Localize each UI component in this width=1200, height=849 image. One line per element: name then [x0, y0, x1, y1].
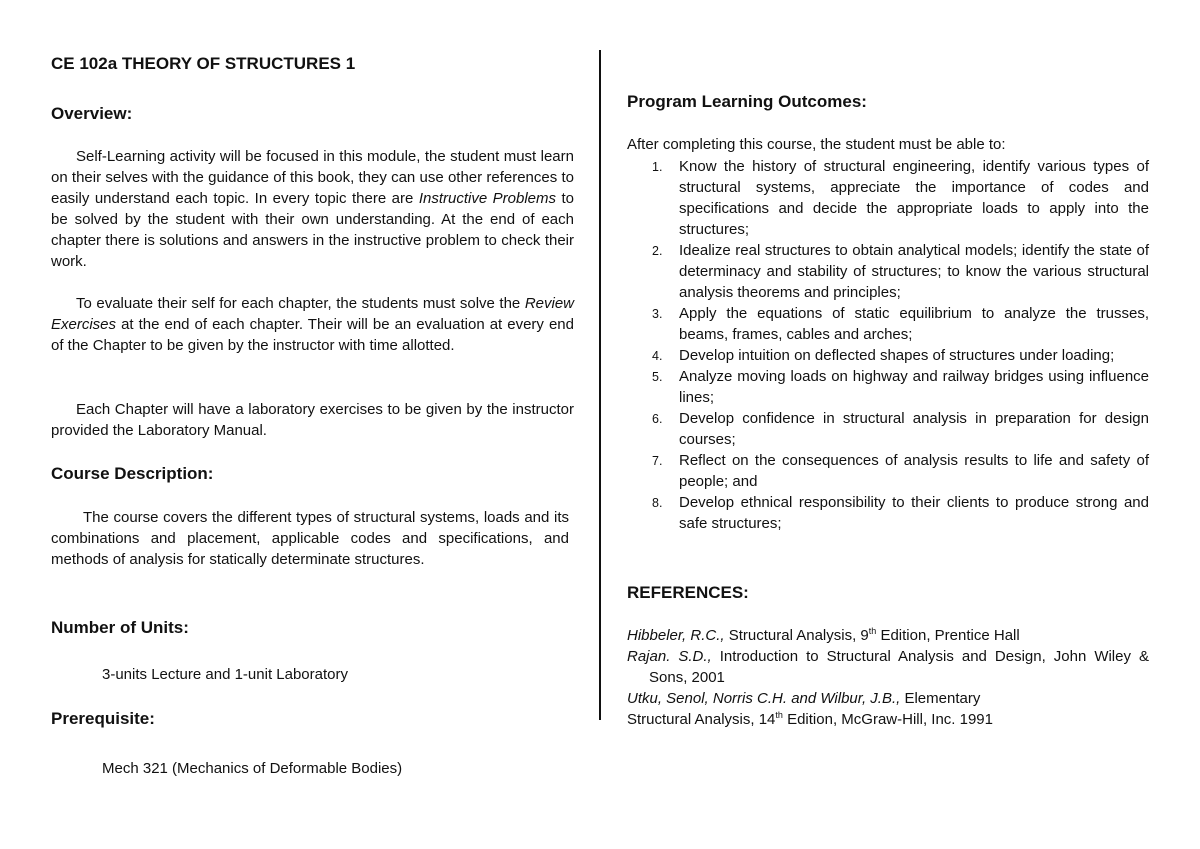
outcome-item: [627, 303, 1149, 345]
overview-p3-text: Each Chapter will have a laboratory exercises to be given by the instructor provided the Laboratory Manual.: [51, 401, 574, 439]
overview-heading: Overview:: [51, 104, 133, 123]
outcome-number: 4.: [652, 349, 663, 363]
outcome-text: Reflect on the consequences of analysis results to life and safety of people; and: [679, 452, 1149, 490]
outcome-item: [627, 156, 1149, 240]
reference-entry: [627, 646, 1149, 688]
outcomes-list: [627, 156, 1149, 534]
outcome-number: 5.: [652, 370, 663, 384]
outcome-item: [627, 408, 1149, 450]
outcome-text: Develop intuition on deflected shapes of structures under loading;: [679, 347, 1115, 364]
reference-author: Utku, Senol, Norris C.H. and Wilbur, J.B.,: [627, 690, 901, 707]
instructive-problems-emphasis: Instructive Problems: [418, 190, 556, 207]
overview-p1-text-a: Self-Learning activity will be focused in this module, the student must learn on their selves with the guidance of this book, they can use other references to easily understand each topic. In every topic there are: [51, 148, 574, 207]
outcome-item: [627, 450, 1149, 492]
document-title: CE 102a THEORY OF STRUCTURES 1: [51, 54, 356, 73]
reference-text: Structural Analysis, 9: [724, 627, 869, 644]
prerequisite-heading: Prerequisite:: [51, 709, 155, 728]
overview-p2-text-b: at the end of each chapter. Their will be an evaluation at every end of the Chapter to be given by the instructor with time allotted.: [51, 316, 574, 354]
outcome-text: Idealize real structures to obtain analytical models; identify the state of determinacy and stability of structures; to know the various structural analysis theorems and principles;: [679, 242, 1149, 301]
reference-text-end: Edition, McGraw-Hill, Inc. 1991: [782, 711, 993, 728]
reference-superscript: th: [775, 710, 783, 720]
outcome-text: Apply the equations of static equilibrium to analyze the trusses, beams, frames, cables and arches;: [679, 305, 1149, 343]
outcome-text: Develop ethnical responsibility to their clients to produce strong and safe structures;: [679, 494, 1149, 532]
reference-author: Rajan. S.D.,: [627, 648, 712, 665]
outcome-text: Know the history of structural engineering, identify various types of structural systems, appreciate the importance of codes and specifications and decide the appropriate loads to apply into the structures;: [679, 158, 1149, 238]
reference-text-end: Edition, Prentice Hall: [876, 627, 1020, 644]
reference-superscript: th: [868, 626, 877, 636]
outcome-text: Develop confidence in structural analysis in preparation for design courses;: [679, 410, 1149, 448]
course-description-body: The course covers the different types of structural systems, loads and its combinations and placement, applicable codes and specifications, and methods of analysis for statically determinate structures.: [51, 509, 569, 568]
outcome-text: Analyze moving loads on highway and railway bridges using influence lines;: [679, 368, 1149, 406]
references-list: [627, 625, 1149, 730]
outcome-number: 6.: [652, 412, 663, 426]
outcome-item: [627, 240, 1149, 303]
outcomes-intro: After completing this course, the student must be able to:: [627, 136, 1006, 153]
overview-paragraph-3: [51, 399, 574, 441]
overview-p2-text-a: To evaluate their self for each chapter, the students must solve the: [76, 295, 525, 312]
units-text: 3-units Lecture and 1-unit Laboratory: [102, 666, 348, 683]
program-learning-outcomes-heading: Program Learning Outcomes:: [627, 92, 867, 111]
outcome-item: [627, 345, 1149, 366]
reference-entry: [627, 709, 1149, 730]
reference-text: Introduction to Structural Analysis and Design, John Wiley & Sons, 2001: [649, 648, 1149, 686]
course-description-heading: Course Description:: [51, 464, 214, 483]
overview-p1-text-b: to be solved by the student with their own understanding. At the end of each chapter there is solutions and answers in the instructive problem to check their work.: [51, 190, 574, 270]
references-heading: REFERENCES:: [627, 583, 749, 602]
review-exercises-emphasis: Review Exercises: [51, 295, 574, 333]
outcome-number: 1.: [652, 160, 663, 174]
reference-text: Elementary: [900, 690, 981, 707]
overview-paragraph-2: [51, 293, 574, 356]
outcome-number: 2.: [652, 244, 663, 258]
outcome-item: [627, 366, 1149, 408]
course-description-text: [51, 507, 569, 570]
outcome-item: [627, 492, 1149, 534]
outcome-number: 3.: [652, 307, 663, 321]
reference-entry: [627, 688, 1149, 709]
reference-entry: [627, 625, 1149, 646]
number-of-units-heading: Number of Units:: [51, 618, 189, 637]
reference-author: Hibbeler, R.C.,: [627, 627, 725, 644]
column-divider: [599, 50, 601, 720]
reference-text: Structural Analysis, 14: [627, 711, 776, 728]
outcome-number: 8.: [652, 496, 663, 510]
prerequisite-text: Mech 321 (Mechanics of Deformable Bodies): [102, 760, 403, 777]
outcome-number: 7.: [652, 454, 663, 468]
overview-paragraph-1: [51, 146, 574, 272]
